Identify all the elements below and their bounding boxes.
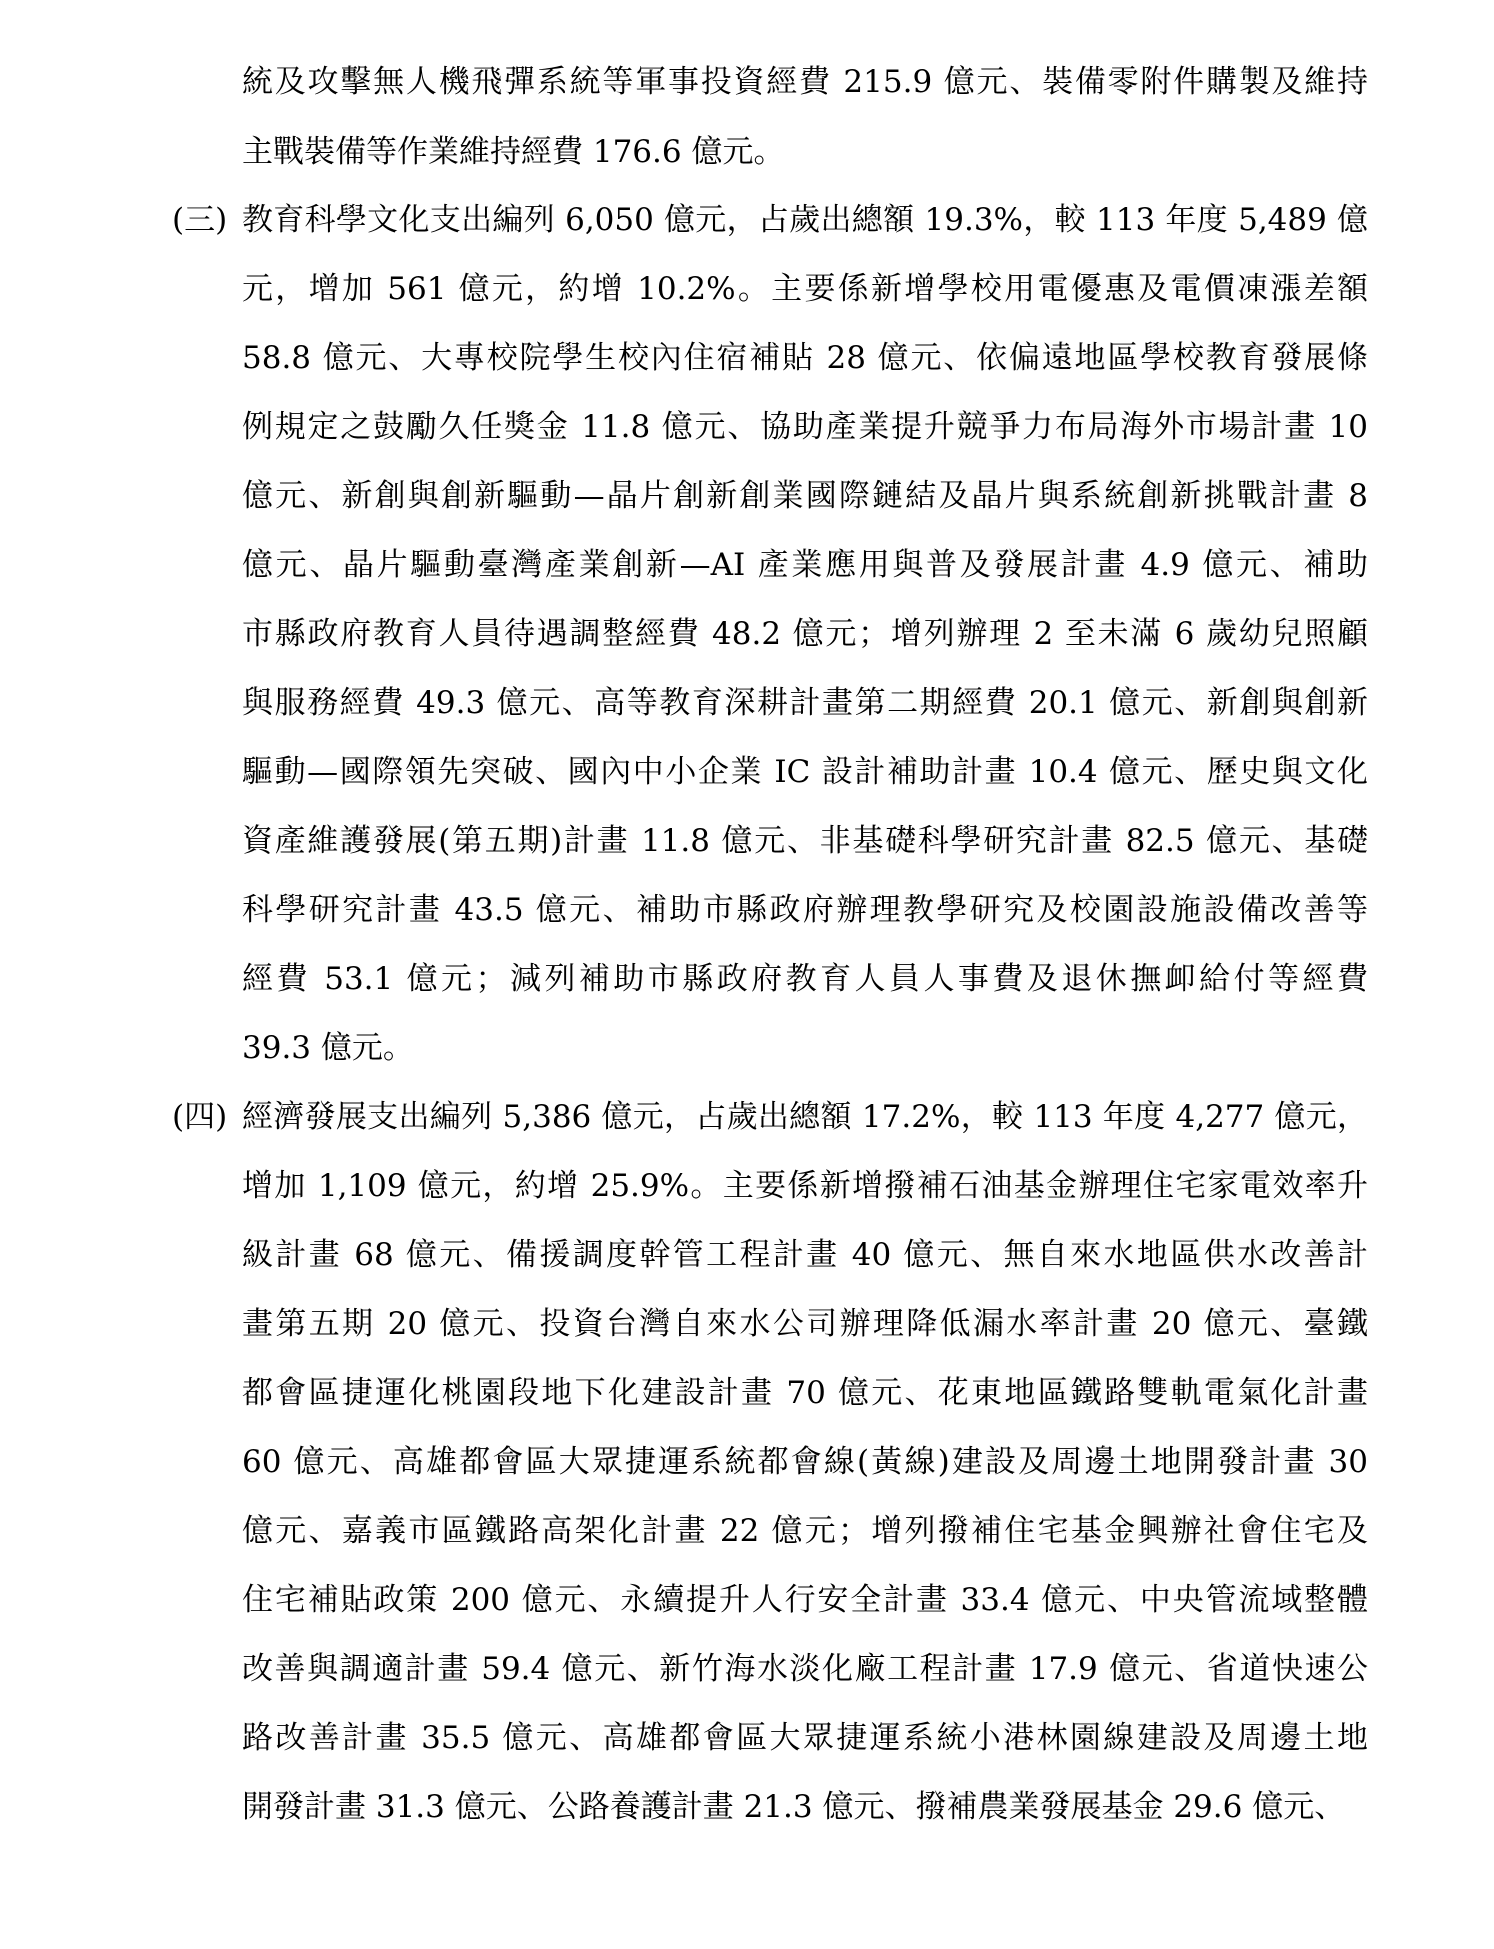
paragraph-line: 市縣政府教育人員待遇調整經費 48.2 億元；增列辦理 2 至未滿 6 歲幼兒照顧 — [242, 616, 1368, 652]
paragraph-line: 經濟發展支出編列 5,386 億元，占歲出總額 17.2%，較 113 年度 4,277 億元， — [242, 1099, 1368, 1135]
paragraph-line: 資產維護發展(第五期)計畫 11.8 億元、非基礎科學研究計畫 82.5 億元、基礎 — [242, 823, 1368, 859]
paragraph-line: 科學研究計畫 43.5 億元、補助市縣政府辦理教學研究及校園設施設備改善等 — [242, 892, 1368, 928]
paragraph-line: 億元、嘉義市區鐵路高架化計畫 22 億元；增列撥補住宅基金興辦社會住宅及 — [242, 1513, 1368, 1549]
paragraph-line: 例規定之鼓勵久任獎金 11.8 億元、協助產業提升競爭力布局海外市場計畫 10 — [242, 409, 1368, 445]
paragraph-line: 驅動—國際領先突破、國內中小企業 IC 設計補助計畫 10.4 億元、歷史與文化 — [242, 754, 1368, 790]
paragraph-line: 畫第五期 20 億元、投資台灣自來水公司辦理降低漏水率計畫 20 億元、臺鐵 — [242, 1306, 1368, 1342]
paragraph-line: 經費 53.1 億元；減列補助市縣政府教育人員人事費及退休撫卹給付等經費 — [242, 961, 1368, 997]
paragraph-line: 開發計畫 31.3 億元、公路養護計畫 21.3 億元、撥補農業發展基金 29.6 億元、 — [242, 1789, 1346, 1825]
paragraph-line: 改善與調適計畫 59.4 億元、新竹海水淡化廠工程計畫 17.9 億元、省道快速公 — [242, 1651, 1368, 1687]
paragraph-line: 教育科學文化支出編列 6,050 億元，占歲出總額 19.3%，較 113 年度 5,489 億 — [242, 202, 1368, 238]
paragraph-line: 級計畫 68 億元、備援調度幹管工程計畫 40 億元、無自來水地區供水改善計 — [242, 1237, 1368, 1273]
section-marker: (四) — [172, 1099, 228, 1135]
paragraph-line: 住宅補貼政策 200 億元、永續提升人行安全計畫 33.4 億元、中央管流域整體 — [242, 1582, 1368, 1618]
paragraph-line: 39.3 億元。 — [242, 1030, 414, 1066]
paragraph-line: 元，增加 561 億元，約增 10.2%。主要係新增學校用電優惠及電價凍漲差額 — [242, 271, 1368, 307]
paragraph-line: 都會區捷運化桃園段地下化建設計畫 70 億元、花東地區鐵路雙軌電氣化計畫 — [242, 1375, 1368, 1411]
paragraph-line: 60 億元、高雄都會區大眾捷運系統都會線(黃線)建設及周邊土地開發計畫 30 — [242, 1444, 1368, 1480]
paragraph-line: 增加 1,109 億元，約增 25.9%。主要係新增撥補石油基金辦理住宅家電效率升 — [242, 1168, 1368, 1204]
section-marker: (三) — [172, 202, 228, 238]
paragraph-line: 路改善計畫 35.5 億元、高雄都會區大眾捷運系統小港林園線建設及周邊土地 — [242, 1720, 1368, 1756]
paragraph-line: 58.8 億元、大專校院學生校內住宿補貼 28 億元、依偏遠地區學校教育發展條 — [242, 340, 1368, 376]
paragraph-line: 主戰裝備等作業維持經費 176.6 億元。 — [242, 134, 785, 170]
paragraph-line: 億元、新創與創新驅動—晶片創新創業國際鏈結及晶片與系統創新挑戰計畫 8 — [242, 478, 1368, 514]
paragraph-line: 與服務經費 49.3 億元、高等教育深耕計畫第二期經費 20.1 億元、新創與創新 — [242, 685, 1368, 721]
paragraph-line: 統及攻擊無人機飛彈系統等軍事投資經費 215.9 億元、裝備零附件購製及維持 — [242, 64, 1368, 100]
paragraph-line: 億元、晶片驅動臺灣產業創新—AI 產業應用與普及發展計畫 4.9 億元、補助 — [242, 547, 1368, 583]
